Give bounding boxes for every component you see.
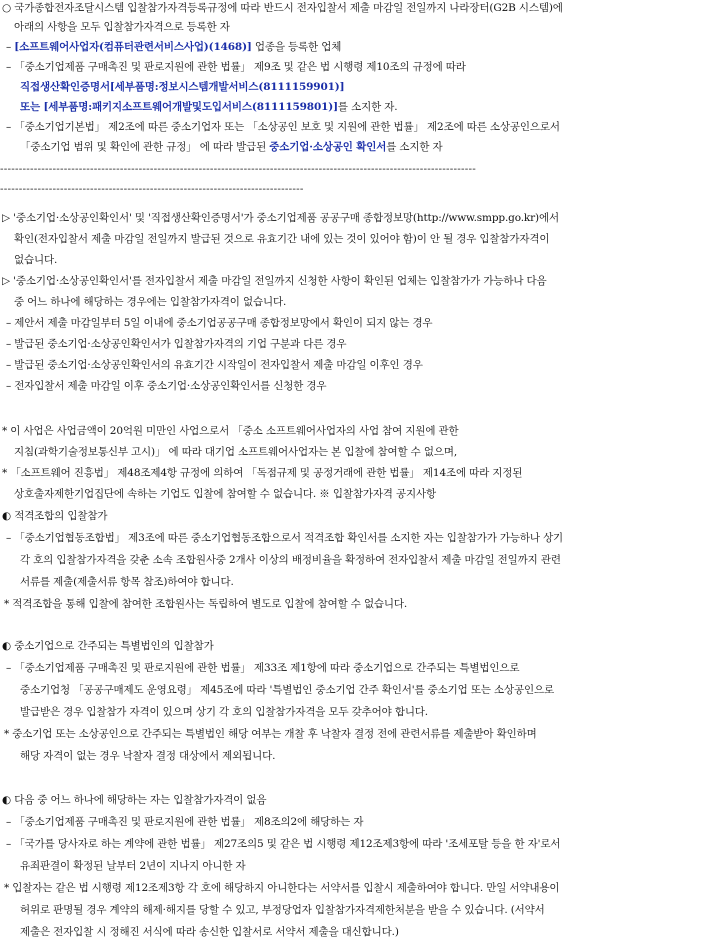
- text-line: [4, 726, 537, 743]
- text-segment: * 입찰자는 같은 법 시행령 제12조제3항 각 호에 해당하지 아니한다는 서약서를 입찰시 제출하여야 합니다. 만일 서약내용이: [4, 882, 560, 894]
- text-line: [14, 444, 457, 461]
- text-line: [14, 294, 286, 311]
- text-segment: ◐ 다음 중 어느 하나에 해당하는 자는 입찰참가자격이 없음: [2, 794, 267, 806]
- text-segment: * 이 사업은 사업금액이 20억원 미만인 사업으로서 「중소 소프트웨어사업자의 사업 참여 지원에 관한: [2, 425, 459, 437]
- text-line: [6, 59, 466, 76]
- text-line: [2, 0, 563, 17]
- text-line: [2, 638, 214, 655]
- text-line: [20, 574, 234, 591]
- text-segment: ▷ '중소기업·소상공인확인서' 및 '직접생산확인증명서'가 중소기업제품 공공구매 종합정보망(http://www.smpp.go.kr)에서: [2, 212, 559, 224]
- text-segment: – 「중소기업제품 구매촉진 및 판로지원에 관한 법률」 제8조의2에 해당하는 자: [6, 816, 364, 828]
- text-segment: – 발급된 중소기업·소상공인확인서의 유효기간 시작일이 전자입찰서 제출 마감일 이후인 경우: [6, 359, 423, 371]
- text-segment: –: [6, 41, 15, 53]
- text-segment: – 전자입찰서 제출 마감일 이후 중소기업·소상공인확인서를 신청한 경우: [6, 380, 327, 392]
- text-line: [6, 660, 519, 677]
- text-segment: 해당 자격이 없는 경우 낙찰자 결정 대상에서 제외됩니다.: [20, 750, 276, 762]
- text-segment: 상호출자제한기업집단에 속하는 기업도 입찰에 참여할 수 없습니다. ※ 입찰참가자격 공지사항: [14, 488, 436, 500]
- text-segment: -------------------------------------------------------------------------------------------------------------------------------: [0, 163, 476, 175]
- text-line: [2, 423, 459, 440]
- text-line: [20, 682, 554, 699]
- text-segment: 를 소지한 자: [386, 141, 443, 153]
- text-line: [2, 273, 547, 290]
- text-line: [6, 530, 563, 547]
- text-segment: ---------------------------------------------------------------------------------: [0, 183, 304, 195]
- text-segment: ○ 국가종합전자조달시스템 입찰참가자격등록규정에 따라 반드시 전자입찰서 제출 마감일 전일까지 나라장터(G2B 시스템)에: [2, 2, 563, 14]
- text-line: [6, 836, 560, 853]
- text-segment: * 적격조합을 통해 입찰에 참여한 조합원사는 독립하여 별도로 입찰에 참여할 수 없습니다.: [4, 598, 408, 610]
- text-line: [14, 231, 549, 248]
- highlighted-text: 중소기업·소상공인 확인서: [269, 141, 387, 153]
- text-line: [20, 858, 246, 875]
- text-segment: 발급받은 경우 입찰참가 자격이 있으며 상기 각 호의 입찰참가자격을 모두 갖추어야 합니다.: [20, 706, 428, 718]
- text-line: [4, 880, 559, 897]
- text-line: [14, 486, 436, 503]
- text-line: [20, 79, 344, 96]
- text-segment: * 「소프트웨어 진흥법」 제48조제4항 규정에 의하여 「독점규제 및 공정거래에 관한 법률」 제14조에 따라 지정된: [2, 467, 523, 479]
- text-line: [2, 508, 107, 525]
- text-line: [2, 792, 266, 809]
- text-line: [6, 814, 363, 831]
- text-line: [20, 902, 545, 919]
- text-line: [6, 357, 423, 374]
- text-line: [14, 252, 57, 269]
- text-line: [6, 39, 341, 56]
- text-segment: 중 어느 하나에 해당하는 경우에는 입찰참가자격이 없습니다.: [14, 296, 287, 308]
- text-segment: 「중소기업 범위 및 확인에 관한 규정」 에 따라 발급된: [20, 141, 270, 153]
- text-line: [0, 181, 304, 198]
- text-line: [6, 315, 432, 332]
- text-segment: 업종을 등록한 업체: [251, 41, 342, 53]
- text-segment: ▷ '중소기업·소상공인확인서'를 전자입찰서 제출 마감일 전일까지 신청한 사항이 확인된 업체는 입찰참가가 가능하나 다음: [2, 275, 547, 287]
- highlighted-text: [소프트웨어사업자(컴퓨터관련서비스사업)(1468)]: [14, 41, 252, 53]
- text-line: [6, 336, 346, 353]
- text-segment: – 제안서 제출 마감일부터 5일 이내에 중소기업공공구매 종합정보망에서 확인이 되지 않는 경우: [6, 317, 433, 329]
- text-segment: 허위로 판명될 경우 계약의 해제·해지를 당할 수 있고, 부정당업자 입찰참가자격제한처분을 받을 수 있습니다. (서약서: [20, 904, 545, 916]
- text-segment: 각 호의 입찰참가자격을 갖춘 소속 조합원사중 2개사 이상의 배정비율을 확정하여 전자입찰서 제출 마감일 전일까지 관련: [20, 554, 561, 566]
- text-line: [4, 596, 407, 613]
- text-segment: – 「중소기업제품 구매촉진 및 판로지원에 관한 법률」 제33조 제1항에 따라 중소기업으로 간주되는 특별법인으로: [6, 662, 520, 674]
- text-segment: 제출은 전자입찰 시 정해진 서식에 따라 송신한 입찰서로 서약서 제출을 대신합니다.): [20, 926, 399, 938]
- text-segment: 를 소지한 자.: [337, 101, 398, 113]
- text-segment: – 발급된 중소기업·소상공인확인서가 입찰참가자격의 기업 구분과 다른 경우: [6, 338, 347, 350]
- text-line: [20, 552, 561, 569]
- text-line: [14, 19, 230, 36]
- text-segment: 지침(과학기술정보통신부 고시)」 에 따라 대기업 소프트웨어사업자는 본 입찰에 참여할 수 없으며,: [14, 446, 458, 458]
- text-line: [20, 924, 399, 941]
- text-line: [20, 748, 275, 765]
- text-line: [20, 139, 443, 156]
- text-segment: – 「국가를 당사자로 하는 계약에 관한 법률」 제27조의5 및 같은 법 시행령 제12조제3항에 따라 '조세포탈 등을 한 자'로서: [6, 838, 561, 850]
- text-line: [2, 465, 522, 482]
- text-segment: 확인(전자입찰서 제출 마감일 전일까지 발급된 것으로 유효기간 내에 있는 것이 있어야 함)이 안 될 경우 입찰참가자격이: [14, 233, 550, 245]
- text-line: [20, 704, 428, 721]
- text-segment: ◐ 중소기업으로 간주되는 특별법인의 입찰참가: [2, 640, 214, 652]
- text-segment: – 「중소기업제품 구매촉진 및 판로지원에 관한 법률」 제9조 및 같은 법 시행령 제10조의 규정에 따라: [6, 61, 466, 73]
- text-segment: 서류를 제출(제출서류 항목 참조)하여야 합니다.: [20, 576, 234, 588]
- text-line: [0, 161, 476, 178]
- text-segment: ◐ 적격조합의 입찰참가: [2, 510, 108, 522]
- text-segment: – 「중소기업협동조합법」 제3조에 따른 중소기업협동조합으로서 적격조합 확인서를 소지한 자는 입찰참가가 가능하나 상기: [6, 532, 564, 544]
- text-segment: – 「중소기업기본법」 제2조에 따른 중소기업자 또는 「소상공인 보호 및 지원에 관한 법률」 제2조에 따른 소상공인으로서: [6, 121, 560, 133]
- highlighted-text: 또는 [세부품명:패키지소프트웨어개발및도입서비스(8111159801)]: [20, 101, 338, 113]
- text-line: [6, 378, 326, 395]
- text-line: [2, 210, 559, 227]
- text-segment: 없습니다.: [14, 254, 58, 266]
- text-segment: 유죄판결이 확정된 날부터 2년이 지나지 아니한 자: [20, 860, 246, 872]
- text-segment: 아래의 사항을 모두 입찰참가자격으로 등록한 자: [14, 21, 230, 33]
- text-line: [20, 99, 397, 116]
- text-line: [6, 119, 560, 136]
- text-segment: * 중소기업 또는 소상공인으로 간주되는 특별법인 해당 여부는 개찰 후 낙찰자 결정 전에 관련서류를 제출받아 확인하며: [4, 728, 537, 740]
- highlighted-text: 직접생산확인증명서[세부품명:정보시스템개발서비스(8111159901)]: [20, 81, 345, 93]
- text-segment: 중소기업청 「공공구매제도 운영요령」 제45조에 따라 '특별법인 중소기업 간주 확인서'를 중소기업 또는 소상공인으로: [20, 684, 554, 696]
